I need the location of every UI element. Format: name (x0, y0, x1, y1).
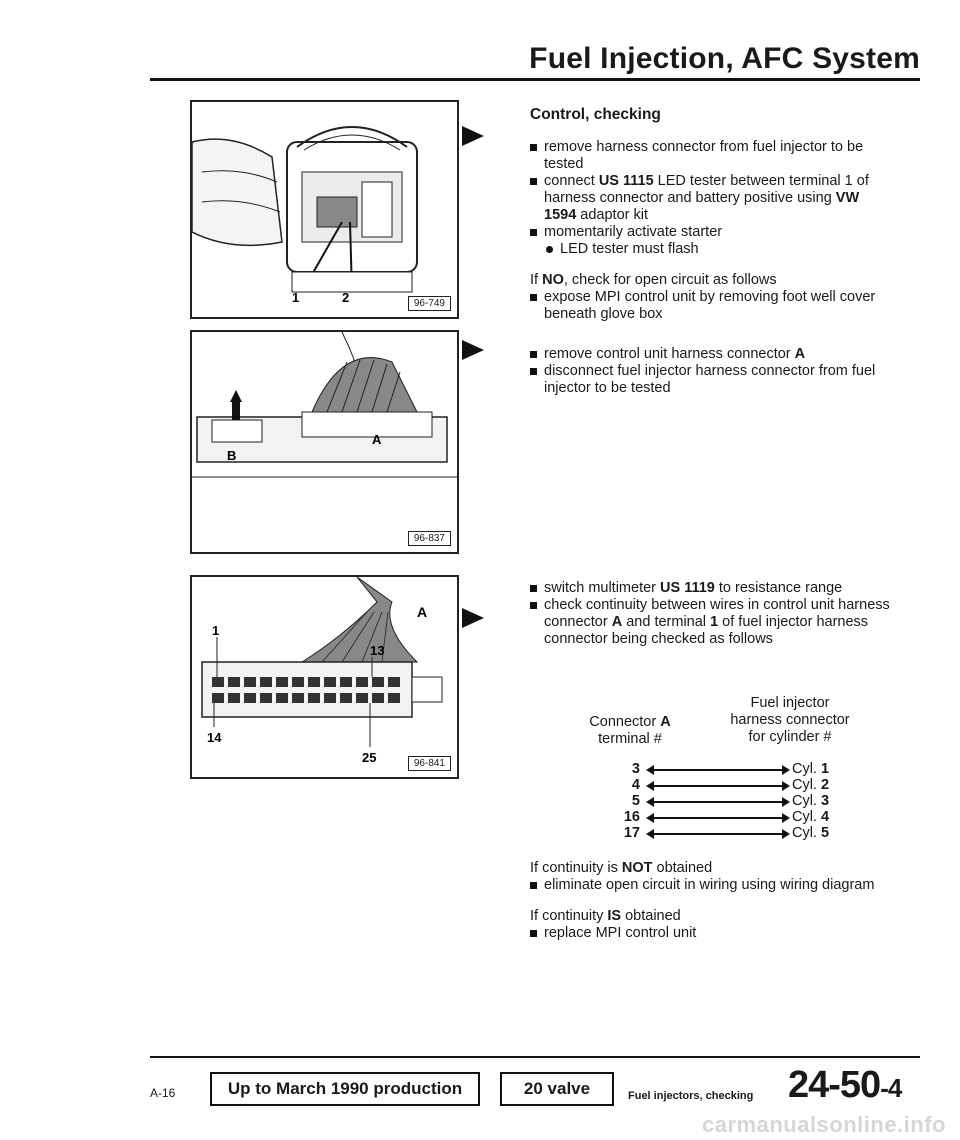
injector-connector-illustration (192, 102, 457, 317)
footer-caption: Fuel injectors, checking (628, 1090, 754, 1102)
figure-code: 96-749 (408, 296, 451, 311)
page-number: 24-50-4 (788, 1064, 902, 1106)
left-column-header: Connector A terminal # (589, 714, 671, 747)
step-item: remove control unit harness connector A (530, 346, 890, 363)
watermark: carmanualsonline.info (702, 1112, 946, 1137)
table-row: 3 Cyl. 1 (631, 761, 830, 777)
condition-text: If continuity is NOT obtained (530, 860, 713, 876)
step-item: remove harness connector from fuel injector to be tested (530, 139, 890, 173)
right-column-header: Fuel injector harness connector for cylinder # (730, 695, 850, 745)
header-rule (150, 78, 920, 81)
step-item: expose MPI control unit by removing foot well cover beneath glove box (530, 289, 890, 323)
condition-text: If continuity IS obtained (530, 908, 681, 924)
pointer-arrow-1 (462, 126, 484, 146)
production-range-label: Up to March 1990 production (210, 1072, 480, 1106)
page-ref: A-16 (150, 1086, 176, 1100)
harness-connector-illustration (192, 577, 457, 777)
section-title: Control, checking (530, 106, 661, 123)
control-unit-illustration (192, 332, 457, 552)
figure-harness-connector (190, 575, 459, 779)
condition-text: If NO, check for open circuit as follows (530, 272, 777, 288)
step-item: connect US 1115 LED tester between terminal 1 of harness connector and battery positive using VW 1594 adaptor kit (530, 173, 890, 224)
pointer-arrow-3 (462, 608, 484, 628)
pointer-arrow-2 (462, 340, 484, 360)
figure-code: 96-841 (408, 756, 451, 771)
engine-variant-label: 20 valve (500, 1072, 614, 1106)
figure-injector-connector (190, 100, 459, 319)
step-item: momentarily activate starter (530, 224, 890, 241)
figure-control-unit (190, 330, 459, 554)
fig1-label-2: 2 (342, 290, 350, 305)
section-results (530, 860, 890, 942)
step-item: switch multimeter US 1119 to resistance range (530, 580, 890, 597)
fig3-label-1: 1 (212, 623, 220, 638)
fig3-label-a: A (417, 604, 428, 620)
table-row: 4 Cyl. 2 (631, 777, 830, 793)
table-row: 17 Cyl. 5 (623, 825, 830, 841)
fig3-label-13: 13 (370, 643, 385, 658)
fig1-label-1: 1 (292, 290, 300, 305)
step-item: check continuity between wires in control unit harness connector A and terminal 1 of fuel injector harness connector being checked as follows (530, 597, 890, 648)
fig3-label-25: 25 (362, 750, 377, 765)
page-title: Fuel Injection, AFC System (529, 42, 920, 75)
section-disconnect (530, 346, 890, 397)
step-item: disconnect fuel injector harness connector from fuel injector to be tested (530, 363, 890, 397)
step-item: replace MPI control unit (530, 925, 890, 942)
fig3-label-14: 14 (207, 730, 222, 745)
sub-step-item: LED tester must flash (530, 241, 890, 258)
table-row: 16 Cyl. 4 (623, 809, 830, 825)
step-item: eliminate open circuit in wiring using wiring diagram (530, 877, 890, 894)
section-control-checking (530, 106, 890, 323)
figure-code: 96-837 (408, 531, 451, 546)
table-row: 5 Cyl. 3 (631, 793, 830, 809)
fig2-label-a: A (372, 432, 382, 447)
fig2-label-b: B (227, 448, 237, 463)
footer-rule (150, 1056, 920, 1058)
connector-rows (560, 761, 880, 841)
section-continuity (530, 580, 890, 648)
